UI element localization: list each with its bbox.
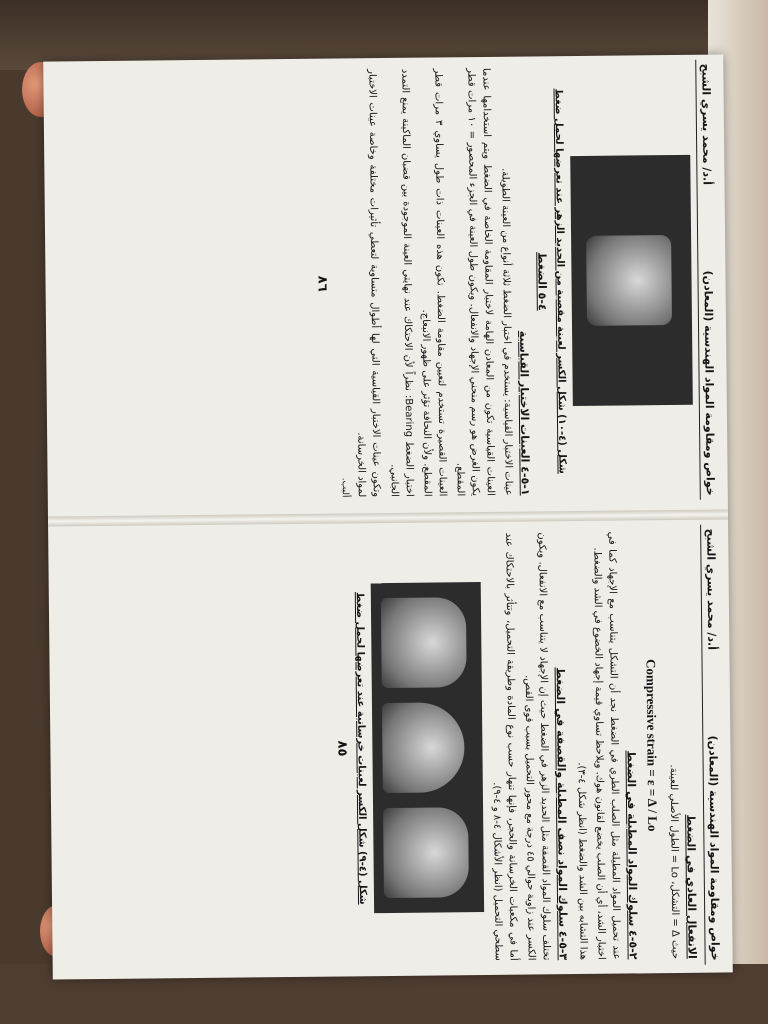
paragraph: وتكون عينات الاختبار القياسية التي لها أطوال متساوية لتعطي تأثيرات مختلفة وخاصة عينات الاختبار لمواد الخرسانة. <box>355 69 382 498</box>
section-title: ٤-٥ الضغط <box>535 252 549 311</box>
page-number: ٨٦ <box>314 275 331 292</box>
paragraph: العينات القصيرة تستخدم لتعيين مقاومة الضغط. تكون هذه العينات ذات طول يساوي ٣ مرات قطر المقطع. ولأن النحافة تؤثر على ظهور الانبعاج. <box>419 68 448 497</box>
header-author: أ.د/ محمد يسري الشبح <box>699 63 714 186</box>
paragraph: تختلف سلوك المواد القصفة مثل الحديد الزهر في الضغط حيث إن الإجهاد لا يتناسب مع الانفعال. ويكون الكسر عند زاوية حوالي ٤٥ درجة مع محور التحميل بسبب قوى القص. <box>522 532 552 961</box>
strain-formula: Compressive strain = ε = Δ / Lo <box>643 658 661 832</box>
paragraph: حيث Δ = التشكل، Lo = الطول الأصلي للعينة. <box>667 764 681 960</box>
page-85-content <box>53 524 728 971</box>
page-header <box>700 524 728 964</box>
specimen <box>382 702 465 793</box>
paragraph: عند تحميل المواد المطيلة مثل الصلب الطري في الضغط نجد أن التشكل يتناسب مع الإجهاد كما في اختبار الشد، أي أن الصلب يخضع لقانون هوك. ويلاحظ تساوي قيمة إجهاد الخضوع في الشد والضغط. <box>591 531 622 960</box>
paragraph: اختبار الضغط Bearing: نظراً لأن الاحتكاك عند نهايتي العينة الموجودة بين قضبان الماكينة يمنع التمدد الجانبي. <box>388 68 415 497</box>
figure-photo <box>371 582 484 913</box>
paragraph: أما في مكعبات الخرسانة والحجر، فإنها تنهار حسب نوع المادة وطريقة التحميل، وتتأثر بالاحتكاك عند سطحي التحميل (انظر الأشكال ٤-٨ و ٤-٩). <box>490 532 519 961</box>
page-header <box>695 60 723 500</box>
figure-photo <box>570 155 693 406</box>
paragraph: عينات الاختبار القياسية: يستخدم في اختبار الضغط ثلاثة أنواع من العينة الطويلة. <box>499 167 514 496</box>
paragraph: العينات القياسية تكون من المعادن الهامة لاختبار المقاومة الخاصة في الضغط ويتم استخدامها عندما يكون الغرض هو رسم منحني الإجهاد والانفعال. ويكون طول العينة في الجزء المحصور = ١٠ مرات قطر المقطع. <box>454 67 496 497</box>
header-title: خواص ومقاومة المواد الهندسية (المعادن) <box>701 270 717 496</box>
bullet-heading: الانفعال العادي في الضغط <box>684 814 699 959</box>
page-86 <box>43 54 728 511</box>
specimen <box>383 807 469 898</box>
subsection-title: ١-٥-٤ العينات الاختبار القياسية <box>517 330 532 496</box>
page-number: ٨٥ <box>334 740 350 757</box>
specimen <box>381 597 467 688</box>
page-85 <box>48 519 733 976</box>
header-title: خواص ومقاومة المواد الهندسية (المعادن) <box>706 735 722 961</box>
section-heading: ٣-٥-٤ سلوك المواد نصف المطيلة والقصفة في الضغط <box>553 667 570 961</box>
open-book <box>43 54 733 979</box>
section-heading: ٢-٥-٤ سلوك المواد المطيلة في الضغط <box>624 750 640 960</box>
page-86-content <box>48 60 723 507</box>
last-line: ألبب. <box>339 477 350 498</box>
header-author: أ.د/ محمد يسري الشبح <box>704 528 719 651</box>
note: هذا التشابه بين الشد والضغط (انظر شكل ٤-٣). <box>575 762 589 961</box>
figure-caption: شكل (٤-١٠) شكل الكسر لعينة مقصية من الحديد الزهر عند تعرضها لحمل ضغط <box>552 88 568 474</box>
figure-caption: شكل (٤-٩) شكل الكسر لعينات خرسانية عند تعرضها لحمل ضغط <box>353 591 369 905</box>
specimen <box>586 235 672 326</box>
